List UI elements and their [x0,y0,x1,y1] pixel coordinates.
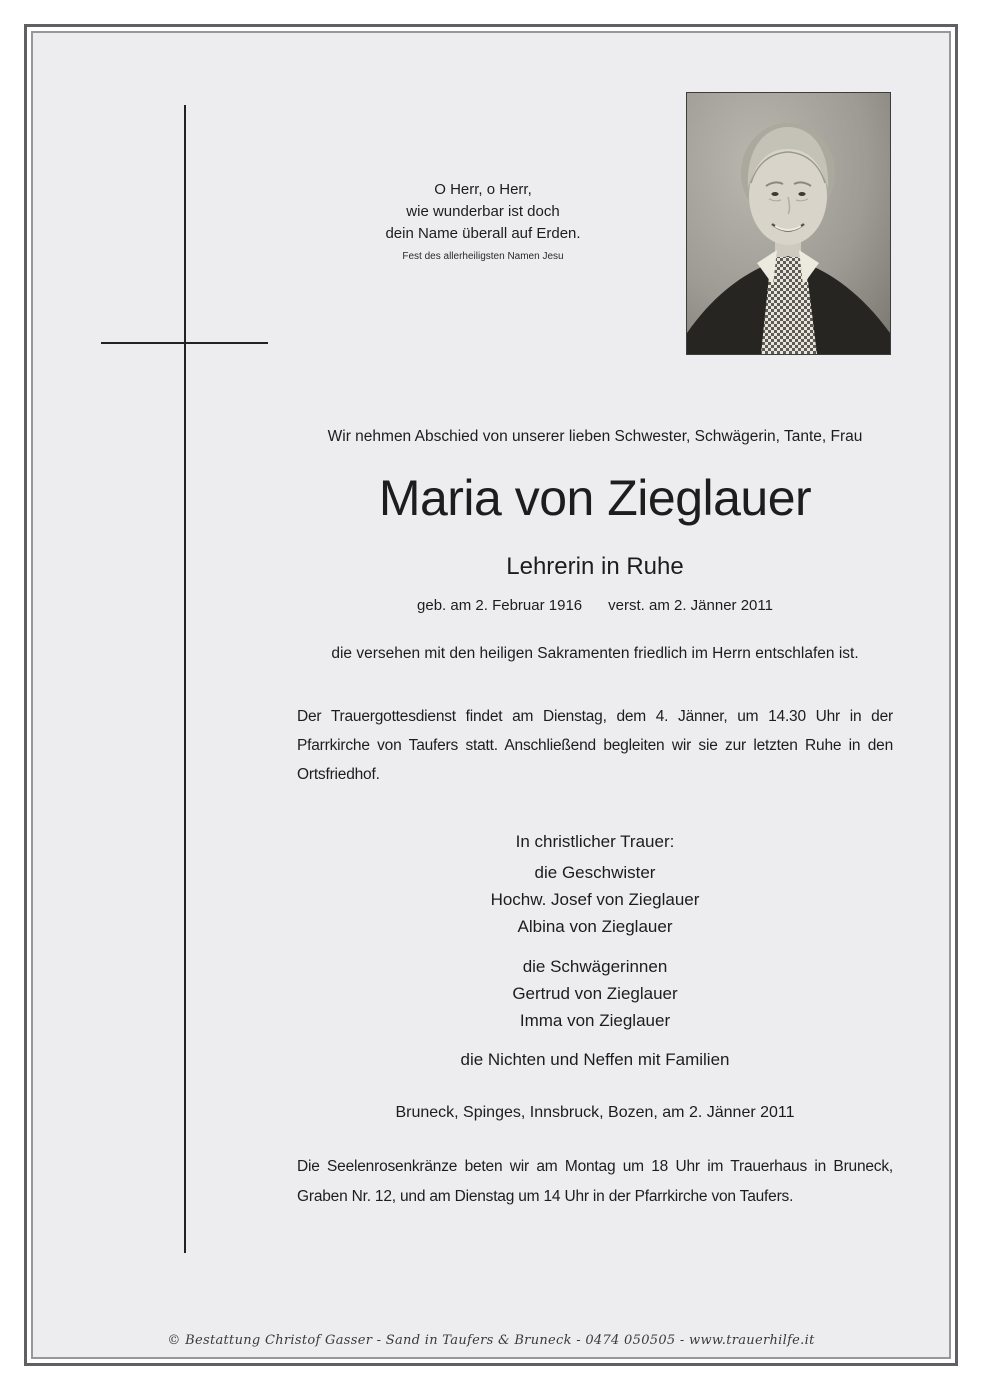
death-date: verst. am 2. Jänner 2011 [608,597,773,614]
announcement-intro: Wir nehmen Abschied von unserer lieben Schwester, Schwägerin, Tante, Frau [327,428,863,445]
mourner-group-label: die Nichten und Neffen mit Familien [460,1050,730,1069]
mourner-name: Imma von Zieglauer [519,1011,671,1030]
quote-attribution: Fest des allerheiligsten Namen Jesu [402,251,564,262]
service-paragraph: Der Trauergottesdienst findet am Dienstag, dem 4. Jänner, um 14.30 Uhr in der Pfarrkirche von Taufers statt. Anschließend begleiten wir sie zur letzten Ruhe in den Ortsfriedhof. [297,708,893,783]
life-dates [297,597,893,614]
portrait-photo [686,92,891,355]
deceased-role: Lehrerin in Ruhe [506,553,684,580]
cross-vertical-line [184,105,186,1253]
quote-line: wie wunderbar ist doch [406,203,560,220]
deceased-name: Maria von Zieglauer [378,470,812,526]
quote-line: O Herr, o Herr, [434,181,532,198]
mourner-group-label: die Geschwister [534,863,656,882]
birth-date: geb. am 2. Februar 1916 [417,597,583,614]
funeral-home-footer: © Bestattung Christof Gasser - Sand in Taufers & Bruneck - 0474 050505 - www.trauerhilfe.it [167,1333,815,1348]
quote-line: dein Name überall auf Erden. [385,225,581,242]
mourner-group-sisters-in-law [297,953,893,1034]
cross-horizontal-line [101,342,268,344]
mourner-name: Albina von Zieglauer [517,917,673,936]
mourner-group-label: die Schwägerinnen [522,957,668,976]
mourning-heading: In christlicher Trauer: [515,832,675,851]
places-dateline: Bruneck, Spinges, Innsbruck, Bozen, am 2. Jänner 2011 [395,1104,795,1121]
mourner-name: Hochw. Josef von Zieglauer [490,890,700,909]
rosary-paragraph: Die Seelenrosenkränze beten wir am Montag um 18 Uhr im Trauerhaus in Bruneck, Graben Nr. 12, und am Dienstag um 14 Uhr in der Pfarrkirche von Taufers. [297,1158,893,1205]
mourner-group-siblings [297,859,893,940]
passing-line: die versehen mit den heiligen Sakramenten friedlich im Herrn entschlafen ist. [331,645,859,662]
mourner-name: Gertrud von Zieglauer [512,984,678,1003]
portrait-image [687,93,890,354]
mourner-group-nieces-nephews [297,1046,893,1073]
religious-quote [333,179,633,264]
